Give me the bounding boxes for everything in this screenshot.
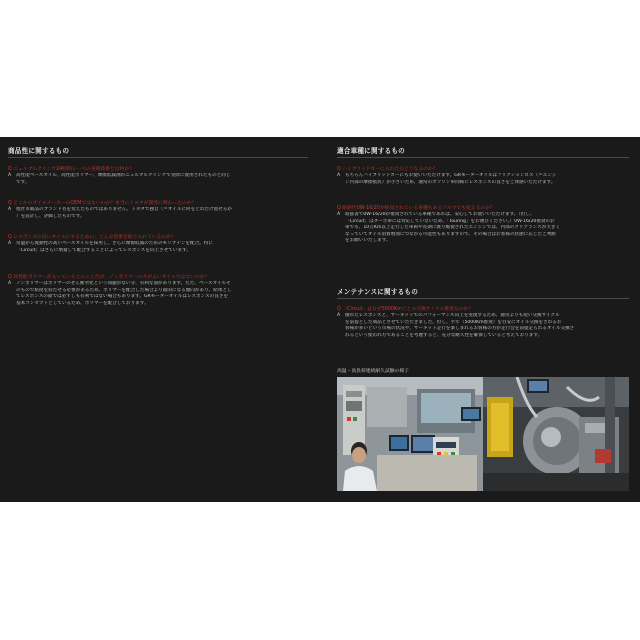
test-lab-photo bbox=[337, 377, 629, 491]
faq-answer bbox=[337, 313, 629, 339]
section-divider bbox=[337, 298, 629, 299]
section-title-product: 商品性に関するもの bbox=[8, 147, 70, 155]
faq-item bbox=[8, 200, 308, 220]
answer-line: 基本コンセプトとしているため、ポリマーを配合しております。 bbox=[16, 300, 149, 306]
faq-item bbox=[8, 274, 308, 307]
answer-line: なっていてオイル消費増加につながる可能性もありますので、その場合はお客様の状態に応じたご判断 bbox=[345, 231, 556, 237]
content-panel bbox=[0, 137, 640, 502]
answer-mark: A bbox=[337, 212, 341, 217]
photo-caption: 高温・高負荷連続耐久試験の様子 bbox=[337, 369, 409, 374]
answer-line: 客様が多いという市場の状況や、サーキット走行を楽しまれるお客様の方が走行会を前提走られるオイル交換さ bbox=[345, 326, 575, 332]
faq-item bbox=[8, 166, 308, 186]
faq-item bbox=[337, 205, 629, 245]
answer-line: 他社市販品のブランド名を変えたものではありません。トヨタで独自（＝オイルに何をどれだけ混ぜるか bbox=[16, 207, 232, 212]
answer-mark: A bbox=[8, 241, 12, 246]
faq-item bbox=[8, 234, 308, 254]
answer-line: をお願いいたします。 bbox=[345, 238, 391, 244]
answer-line: 「Circuit」はさらに増量して配合することによってレスポンスを向上させています。 bbox=[16, 247, 191, 253]
faq-answer bbox=[8, 281, 308, 307]
faq-answer bbox=[337, 212, 629, 245]
answer-line: 優れたレスポンスと、サーキットでのパフォーマンス向上を実現するため、通常よりも短い交換サイクル bbox=[345, 313, 560, 318]
faq-answer bbox=[8, 207, 308, 220]
answer-line: れるという使われ方であることを考慮すると、充分な耐久性を確保していると考えております。 bbox=[345, 332, 543, 338]
answer-mark: A bbox=[8, 207, 12, 212]
faq-question: Q 高性能ポリマーが入っているとのことだが、ノンポリマーの方がよいオイルではないのか？ bbox=[8, 275, 210, 280]
answer-line: ）を設計し、評価したものです。 bbox=[16, 213, 85, 219]
answer-line: 取扱書で0W-16/20が推奨されている車種であれば、安心してお使いいただけます。（但し、 bbox=[345, 212, 535, 217]
answer-line: てレスポンスの面では必ずしも有利ではない場合もあります。GRモーターオイルはレスポンスの良さを bbox=[16, 294, 229, 300]
section-title-maintenance: メンテナンスに関するもの bbox=[337, 288, 418, 296]
section-divider bbox=[8, 157, 308, 158]
faq-answer bbox=[8, 173, 308, 186]
answer-mark: A bbox=[8, 173, 12, 178]
section-title-compatibility: 適合車種に関するもの bbox=[337, 147, 405, 155]
answer-mark: A bbox=[337, 313, 341, 318]
faq-question: Q レスポンスの良いオイルにするために、どんな技術を取り入れているのか？ bbox=[8, 235, 176, 240]
faq-question: Q ニュルブルクリンク24時間レースの実績技術とは何か？ bbox=[8, 167, 134, 172]
faq-item bbox=[337, 166, 629, 186]
faq-answer bbox=[337, 173, 629, 186]
faq-question: Q 耐熱性0W-16/20が推奨されている車種もあるフルマでも使えるのか？ bbox=[337, 206, 495, 211]
answer-line: もちろんハイブリッドカーにもお使いいただけます。GRモーターオイルはフリクションロス（＝エンジ bbox=[345, 173, 557, 178]
answer-line: ン内部の摩擦抵抗）が小さいため、通常のガソリン車同様にレスポンスの良さをご体感いただけます。 bbox=[345, 179, 556, 185]
answer-line: 常温から流動性の高いベースオイルを採用し、さらに摩擦低減のためのモリブデンを配合。特に bbox=[16, 241, 213, 246]
faq-question: Q 「Circuit」はなぜ5000Kmごとの交換サイクル推奨なのか？ bbox=[337, 307, 474, 312]
answer-line: 高性能ベースオイル、高性能ポリマー、摩擦低減剤がニュルブルクリンクで実際に使用されたものと同じ bbox=[16, 173, 231, 178]
answer-mark: A bbox=[337, 173, 341, 178]
answer-line: 「Circuit」はターボ車には対応していないため、「Touring」をお選びください。）0W-16/20推奨のお bbox=[345, 218, 555, 224]
answer-mark: A bbox=[8, 281, 12, 286]
answer-line: を前提とした商品とさせていただきました。但し、半年（5000Km推奨）を目安にオイル交換をされるお bbox=[345, 319, 562, 325]
answer-line: です。 bbox=[16, 179, 30, 185]
faq-question: Q ハイブリッドカーに入れたらどうなるのか？ bbox=[337, 167, 438, 172]
faq-answer bbox=[8, 241, 308, 254]
answer-line: のもので粘度を持たせる必要があるため、ポリマーを配合した場合より面的になる傾向があり、結果とし bbox=[16, 287, 232, 293]
section-divider bbox=[337, 157, 629, 158]
faq-question: Q どこかのオイルメーカーのOEMではないのか？本当にトヨタが開発に関わったのか？ bbox=[8, 201, 197, 206]
answer-line: 車でも、10万Km以上走行した車両や長期に渡り酷使されたエンジンでは、内部のクリアランスが大きく bbox=[345, 225, 561, 231]
faq-item bbox=[337, 306, 629, 339]
answer-line: ノンポリマーはポリマーのせん断劣化という問題がない分、有利な面があります。ただ、ベースオイルそ bbox=[16, 281, 231, 286]
